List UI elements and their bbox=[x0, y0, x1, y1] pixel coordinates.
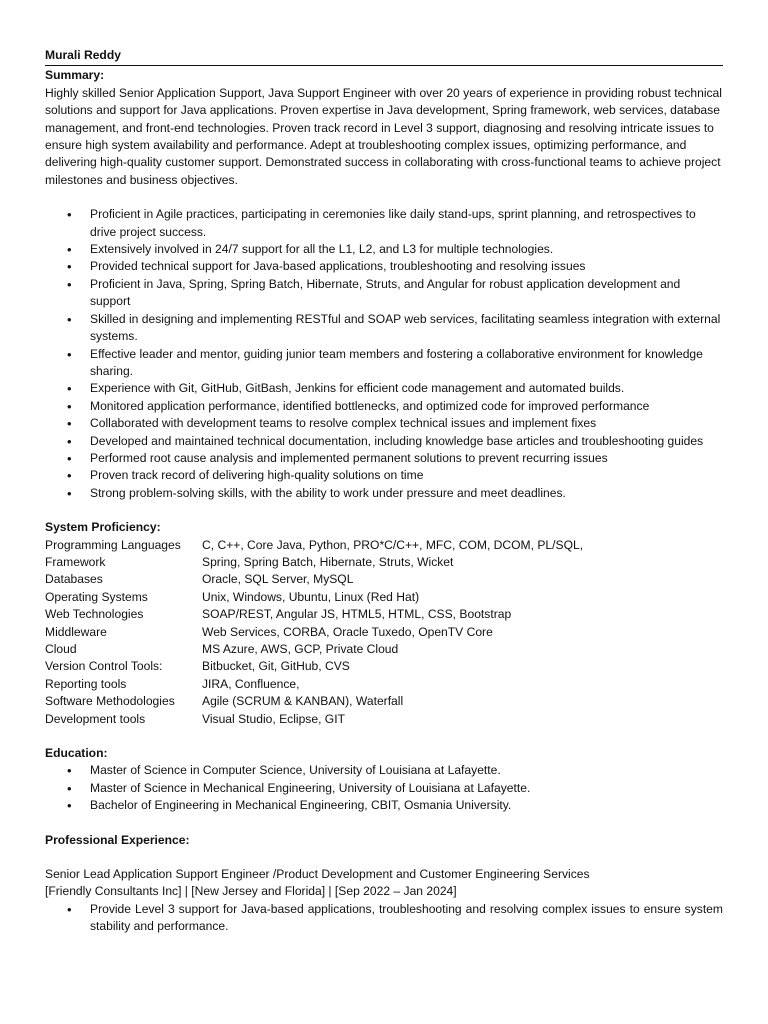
proficiency-value: Visual Studio, Eclipse, GIT bbox=[202, 711, 345, 726]
proficiency-label: Framework bbox=[45, 554, 106, 569]
spacer bbox=[45, 849, 723, 866]
proficiency-value: Unix, Windows, Ubuntu, Linux (Red Hat) bbox=[202, 589, 420, 604]
proficiency-value: SOAP/REST, Angular JS, HTML5, HTML, CSS, Bootstrap bbox=[202, 607, 512, 622]
proficiency-row bbox=[45, 571, 723, 588]
summary-bullet: • Extensively involved in 24/7 support for all the L1, L2, and L3 for multiple technologies. bbox=[45, 241, 723, 258]
proficiency-label: Reporting tools bbox=[45, 676, 127, 691]
proficiency-row bbox=[45, 693, 723, 710]
proficiency-label: Programming Languages bbox=[45, 537, 181, 552]
proficiency-value: MS Azure, AWS, GCP, Private Cloud bbox=[202, 642, 399, 656]
education-list bbox=[45, 762, 723, 814]
proficiency-row bbox=[45, 624, 723, 641]
proficiency-value: Oracle, SQL Server, MySQL bbox=[202, 572, 354, 587]
summary-bullet: • Proven track record of delivering high-quality solutions on time bbox=[45, 467, 723, 484]
resume-content bbox=[45, 47, 723, 936]
proficiency-label: Operating Systems bbox=[45, 589, 148, 604]
proficiency-row bbox=[45, 641, 723, 658]
summary-bullet: • Proficient in Java, Spring, Spring Batch, Hibernate, Struts, and Angular for robust application development and support bbox=[45, 276, 723, 311]
proficiency-row bbox=[45, 537, 723, 554]
summary-bullet: • Effective leader and mentor, guiding junior team members and fostering a collaborative environment for knowledge sharing. bbox=[45, 346, 723, 381]
job-bullet: • Provide Level 3 support for Java-based applications, troubleshooting and resolving complex issues to ensure system stability and performance. bbox=[45, 901, 723, 936]
proficiency-value: C, C++, Core Java, Python, PRO*C/C++, MFC, COM, DCOM, PL/SQL, bbox=[202, 537, 584, 552]
education-heading: Education: bbox=[45, 746, 108, 761]
education-item: • Master of Science in Mechanical Engineering, University of Louisiana at Lafayette. bbox=[45, 780, 723, 797]
proficiency-value: Web Services, CORBA, Oracle Tuxedo, OpenTV Core bbox=[202, 624, 493, 639]
proficiency-row bbox=[45, 554, 723, 571]
spacer bbox=[45, 815, 723, 832]
summary-bullet-list bbox=[45, 206, 723, 502]
summary-paragraph: Highly skilled Senior Application Support, Java Support Engineer with over 20 years of experience in providing robust technical solutions and support for Java applications. Proven expertise in Java development, Spring framework, web services, database management, and front-end technologies. Proven track record in Level 3 support, diagnosing and resolving intricate issues to ensure high system availability and performance. Adept at troubleshooting complex issues, optimizing performance, and delivering high-quality customer support. Demonstrated success in collaborating with cross-functional teams to achieve project milestones and business objectives. bbox=[45, 85, 722, 187]
proficiency-value: Bitbucket, Git, GitHub, CVS bbox=[202, 659, 350, 674]
job-bullet-list bbox=[45, 901, 723, 936]
spacer bbox=[45, 189, 723, 206]
proficiency-row bbox=[45, 589, 723, 606]
summary-bullet: • Experience with Git, GitHub, GitBash, Jenkins for efficient code management and automated builds. bbox=[45, 380, 723, 397]
proficiency-label: Middleware bbox=[45, 624, 107, 639]
job-entry bbox=[45, 866, 723, 936]
education-item: • Master of Science in Computer Science, University of Louisiana at Lafayette. bbox=[45, 762, 723, 779]
experience-heading: Professional Experience: bbox=[45, 832, 190, 847]
summary-bullet: • Strong problem-solving skills, with the ability to work under pressure and meet deadlines. bbox=[45, 485, 723, 502]
proficiency-value: Agile (SCRUM & KANBAN), Waterfall bbox=[202, 694, 404, 709]
proficiency-label: Web Technologies bbox=[45, 607, 144, 622]
proficiency-value: Spring, Spring Batch, Hibernate, Struts, Wicket bbox=[202, 554, 454, 569]
summary-heading: Summary: bbox=[45, 68, 105, 83]
summary-bullet: • Monitored application performance, identified bottlenecks, and optimized code for improved performance bbox=[45, 398, 723, 415]
candidate-name: Murali Reddy bbox=[45, 47, 723, 66]
job-title: Senior Lead Application Support Engineer /Product Development and Customer Engineering Services bbox=[45, 867, 590, 882]
proficiency-label: Databases bbox=[45, 572, 103, 587]
summary-bullet: • Skilled in designing and implementing RESTful and SOAP web services, facilitating seamless integration with external systems. bbox=[45, 311, 723, 346]
proficiency-label: Cloud bbox=[45, 642, 77, 656]
spacer bbox=[45, 502, 723, 519]
proficiency-label: Software Methodologies bbox=[45, 694, 175, 709]
proficiency-table bbox=[45, 537, 723, 728]
proficiency-row bbox=[45, 606, 723, 623]
summary-bullet: • Developed and maintained technical documentation, including knowledge base articles and troubleshooting guides bbox=[45, 433, 723, 450]
summary-bullet: • Performed root cause analysis and implemented permanent solutions to prevent recurring issues bbox=[45, 450, 723, 467]
proficiency-heading: System Proficiency: bbox=[45, 520, 161, 535]
proficiency-row bbox=[45, 658, 723, 675]
proficiency-row bbox=[45, 676, 723, 693]
spacer bbox=[45, 728, 723, 745]
job-meta: [Friendly Consultants Inc] | [New Jersey and Florida] | [Sep 2022 – Jan 2024] bbox=[45, 884, 457, 899]
proficiency-value: JIRA, Confluence, bbox=[202, 676, 300, 691]
summary-bullet: • Provided technical support for Java-based applications, troubleshooting and resolving issues bbox=[45, 258, 723, 275]
proficiency-label: Version Control Tools: bbox=[45, 659, 163, 674]
education-item: • Bachelor of Engineering in Mechanical Engineering, CBIT, Osmania University. bbox=[45, 797, 723, 814]
proficiency-label: Development tools bbox=[45, 711, 146, 726]
summary-bullet: • Proficient in Agile practices, participating in ceremonies like daily stand-ups, sprint planning, and retrospectives to drive project success. bbox=[45, 206, 723, 241]
proficiency-row bbox=[45, 711, 723, 728]
summary-bullet: • Collaborated with development teams to resolve complex technical issues and implement fixes bbox=[45, 415, 723, 432]
